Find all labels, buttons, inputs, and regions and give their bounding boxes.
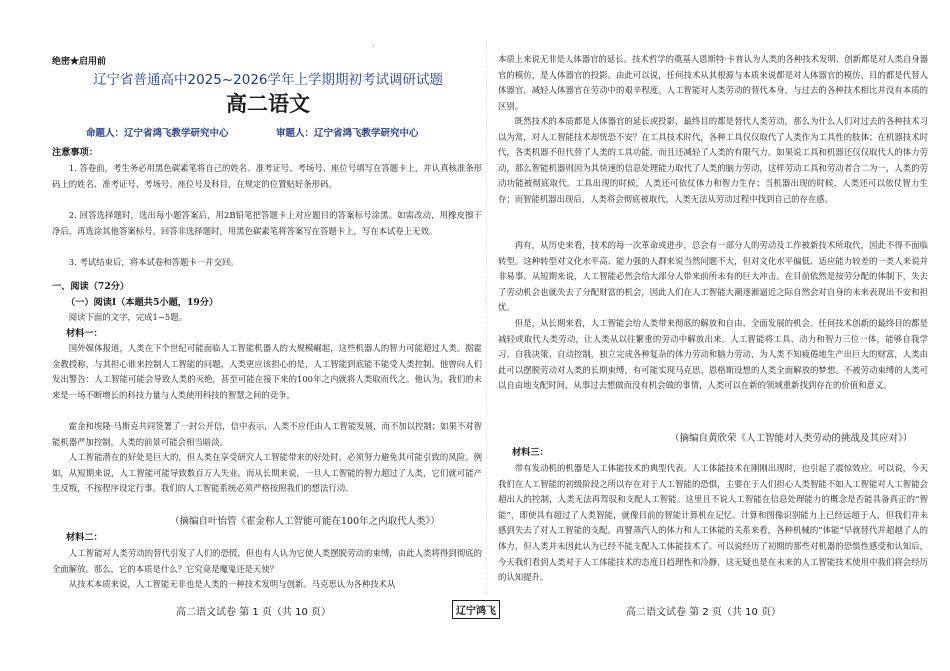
material2-continued-4: 但是，从长期来看，人工智能会给人类带来彻底的解放和自由、全面发展的机会。任何技术创新的最终目的都是减轻或取代人类劳动，让人类从以往繁重的劳动中解放出来。人工智能将工具、动力和智力三位一体，能够自我学习、自我决策、自动控制，独立完成各种复杂的体力劳动和脑力劳动，为人类不知疲倦地生产出巨大的财富，人类由此可以摆脱劳动对人类的长期束缚，有可能实现马克思、恩格斯设想的人类全面解放的梦想。不被劳动束缚的人类可以自由地支配时间，从事过去想做而没有机会做的事情，人类可以在新的领域重新找到存在的价值和意义。	[498, 318, 928, 391]
footer-right-page: 高二语文试卷 第 2 页（共 10 页）	[626, 607, 781, 618]
notice-item-3: 3. 考试结束后，将本试卷和答题卡一并交回。	[68, 257, 239, 267]
page-divider	[486, 40, 487, 595]
publisher-badge: 辽宁鸿飞	[452, 600, 500, 619]
notice-item-1: 1. 答卷前，考生务必用黑色碳素笔将自己的姓名、准考证号、考场号、座位号填写在答题卡上，并认真核准条形码上的姓名、准考证号、考场号、座位号及科目，在规定的位置贴好条形码。	[52, 163, 482, 189]
setter-label: 命题人：辽宁省鸿飞教学研究中心	[86, 128, 229, 139]
subject-title: 高二语文	[226, 92, 310, 116]
notice-item-2: 2. 回答选择题时，选出每小题答案后，用2B铅笔把答题卡上对应题目的答案标号涂黑。如需改动，用橡皮擦干净后，再选涂其他答案标号。回答非选择题时，用黑色碳素笔将答案写在答题卡上，写在本试卷上无效。	[52, 210, 482, 236]
material1-paragraph-3: 人工智能潜在的好处是巨大的，但人类在享受研究人工智能带来的好处时，必须努力避免其可能引致的风险。例如，从短期来说，人工智能可能导致数百万人失业。而从长期来说，一旦人工智能的智力超过了人类，它们就可能产生反叛，不按程序设定行事。我们的人工智能系统必须严格按照我们的想法行动。	[52, 452, 482, 494]
material1-source: （摘编自叶怡管《霍金称人工智能可能在100年之内取代人类》）	[170, 516, 440, 527]
material2-paragraph-1: 人工智能对人类劳动的替代引发了人们的恐慌，但也有人认为它使人类摆脱劳动的束缚，由此人类将得到彻底的全面解放。那么，它的本质是什么？它究竟是魔鬼还是天使？	[52, 548, 482, 574]
reviewer-label: 审题人：辽宁省鸿飞教学研究中心	[276, 128, 419, 139]
reading-instruction: 阅读下面的文字，完成1~5题。	[68, 312, 187, 322]
material2-continued-2: 既然技术的本质都是人体器官的延长或投影，最终目的都是替代人类劳动，那么为什么人们对过去的各种技术习以为常，对人工智能技术却恍恐不安？在工具技术时代，各种工具仅仅取代了人类作为工具性的肢体；在机器技术时代，各类机器不但代替了人类的工具功能，而且还减轻了人类的有限气力。如果说工具和机器还仅仅取代人的体力劳动，那么智能机器则因为其快速的信息处理能力取代了人类的脑力劳动，这样劳动工具和劳动者合二为一，人类的劳动功能被彻底取代。工具出现的时候，人类还可依仗体力和智力生存；当机器出现的时候，人类还可以依仗智力生存；而智能机器出现后，人类将会彻底被取代，人类无法从劳动过程中找到自己的存在感。	[498, 116, 928, 204]
material1-paragraph-1: 国外媒体报道，人类在下个世纪可能面临人工智能机器人的大规模崛起，这些机器人的智力可能超过人类。据霍金教授称，与其担心谁来控制人工智能的问题，人类更应该担心的是，人工智能到底能不能受人类控制。他曾向人们发出警告：人工智能可能会导致人类的灭绝，甚至可能在接下来的100年之内就将人类取而代之。他认为，我们的未来是一场不断增长的科技力量与人类使用科技的智慧之间的竞争。	[52, 343, 482, 400]
section-reading: 一、阅读（72分）	[52, 281, 130, 292]
material2-paragraph-2: 从技术本质来说，人工智能无非也是人类的一种技术发明与创新。马克思认为各种技术从	[68, 579, 396, 589]
footer-left-page: 高二语文试卷 第 1 页（共 10 页）	[176, 607, 331, 618]
material2-source: （摘编自黄欣荣《人工智能对人类劳动的挑战及其应对》）	[670, 433, 913, 444]
section-reading1: （一）阅读Ⅰ（本题共5小题，19分）	[66, 297, 219, 308]
top-dot: ·	[372, 42, 375, 51]
material3-label: 材料三：	[512, 447, 549, 458]
secret-label: 绝密★启用前	[52, 57, 107, 67]
material2-continued-1: 本质上来说无非是人体器官的延长。技术哲学的奠基人恩斯特·卡普认为人类的各种技术发明、创新都是对人类自身器官的模仿，是人体器官的投影。由此可以说，任何技术从其根源与本质来说都是对人体器官的模仿，目的都是代替人体器官，减轻人体器官在劳动中的艰辛程度。人工智能对人类劳动的替代本身，与过去的各种技术相比并没有本质的区别。	[498, 54, 928, 111]
material3-paragraph-1: 带有发动机的机器是人工体能技术的典型代表。人工体能技术在刚刚出现时，也引起了震惊效应。可以说，今天我们在人工智能的初级阶段之所以存在对于人工智能的恐惧，主要在于人们担心人类智能不如人工智能对人工智能会超出人的控制，人类无法再驾驭和支配人工智能。这里且不说人工智能在信息处理能力的概念是否能具备真正的“智能”，即使具有超过了人类智能，就像目前的智能计算机在记忆、计算和图像识别能力上已经远超于人，但我们并未感到失去了对人工智能的支配。再譬蒸汽人的体力和人工体能的关系来看，各种机械的“体能”早就替代并超越了人的体力，但人类并未因此认为已经不能支配人工体能技术了。可以说经历了初期的那些对机器的恐惧性感受和认知后，今天我们看到人类对于人工体能技术的态度日趋理性和冷静，这无疑也是在未来的人工智能技术使用中我们将会经历的认知提升。	[498, 463, 928, 583]
notice-title: 注意事项：	[52, 147, 98, 158]
material1-label: 材料一：	[66, 328, 103, 339]
material2-continued-3: 再有，从历史来看，技术的每一次革命或进步，总会有一部分人的劳动及工作被新技术所取代，因此不得不面临转型。这种转型对文化水平高、能力强的人群来说当然问题不大，但对文化水平偏低、适应能力较差的一类人来说并非易事。从短期来说，人工智能必然会给大部分人带来前所未有的巨大冲击。在目前依然是按劳分配的体制下，失去了劳动机会也就失去了分配财富的机会，因此人们在人工智能大潮逐渐逼近之际自然会对自身的未来表现出不安和担忧。	[498, 240, 928, 313]
material1-paragraph-2: 霍金和埃隆·马斯克共同签署了一封公开信，信中表示，人类不应任由人工智能发展，而不加以控制；如果不对智能机器严加控制，人类的前景可能会相当暗淡。	[52, 421, 482, 447]
material2-label: 材料二：	[66, 532, 103, 543]
exam-title: 辽宁省普通高中2025~2026学年上学期期初考试调研试题	[92, 72, 444, 88]
